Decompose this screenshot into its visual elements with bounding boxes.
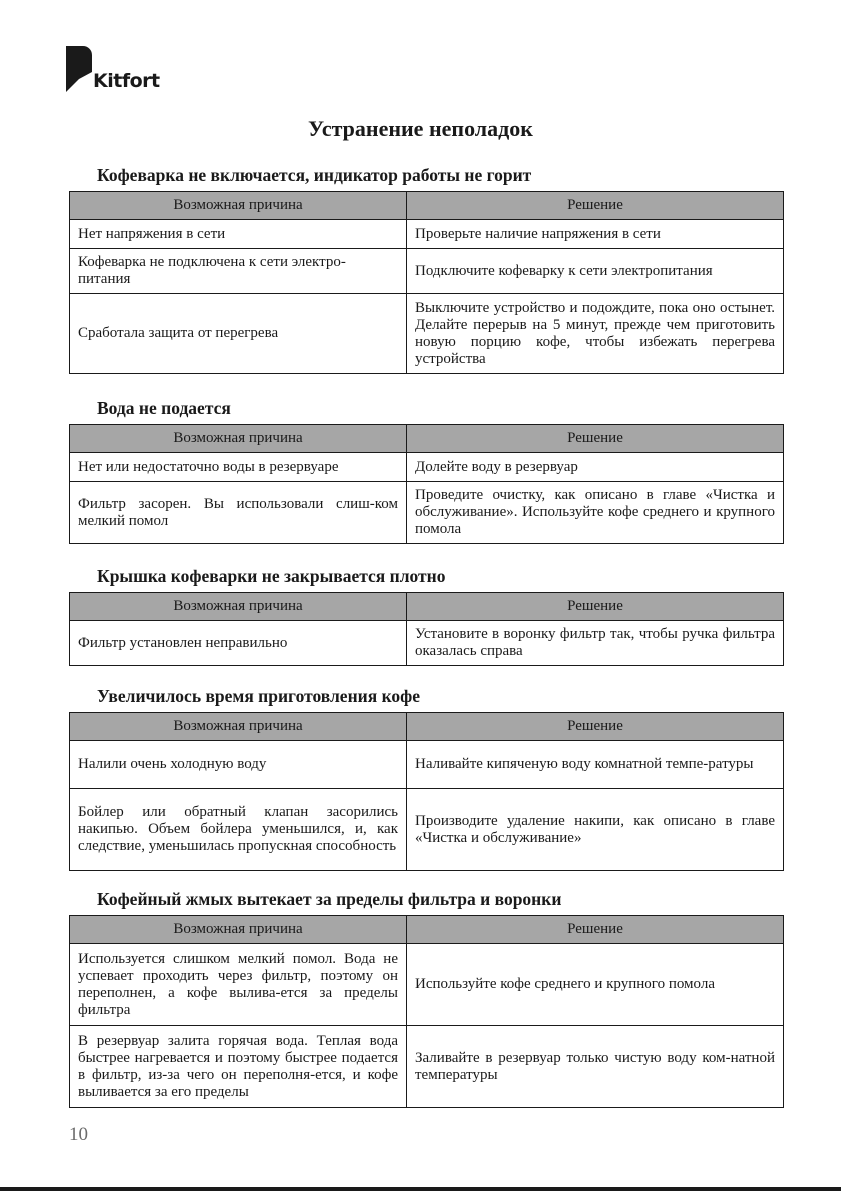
cause-cell: Бойлер или обратный клапан засорились накипью. Объем бойлера уменьшился, и, как следствие, уменьшилась пропускная способность xyxy=(70,789,407,871)
table-row xyxy=(70,482,784,544)
kitfort-logo-icon xyxy=(66,46,92,92)
table-header-row xyxy=(70,192,784,220)
header-solution: Решение xyxy=(407,192,784,220)
section-title: Вода не подается xyxy=(97,398,231,418)
solution-cell: Используйте кофе среднего и крупного помола xyxy=(407,944,784,1026)
header-cause: Возможная причина xyxy=(70,713,407,741)
cause-cell: В резервуар залита горячая вода. Теплая вода быстрее нагревается и поэтому быстрее подается в фильтр, из-за чего он переполня-ется, и кофе выливается за его пределы xyxy=(70,1026,407,1108)
header-solution: Решение xyxy=(407,425,784,453)
solution-cell: Проведите очистку, как описано в главе «Чистка и обслуживание». Используйте кофе среднего и крупного помола xyxy=(407,482,784,544)
table-header-row xyxy=(70,593,784,621)
troubleshooting-table xyxy=(69,592,784,666)
bottom-divider xyxy=(0,1187,841,1191)
troubleshooting-table xyxy=(69,915,784,1108)
table-row xyxy=(70,741,784,789)
cause-cell: Фильтр установлен неправильно xyxy=(70,621,407,666)
section-title: Увеличилось время приготовления кофе xyxy=(97,686,421,706)
table-row xyxy=(70,1026,784,1108)
header-cause: Возможная причина xyxy=(70,192,407,220)
cause-cell: Сработала защита от перегрева xyxy=(70,294,407,374)
solution-cell: Выключите устройство и подождите, пока оно остынет. Делайте перерыв на 5 минут, прежде чем приготовить новую порцию кофе, чтобы избежать перегрева устройства xyxy=(407,294,784,374)
solution-cell: Производите удаление накипи, как описано в главе «Чистка и обслуживание» xyxy=(407,789,784,871)
solution-cell: Подключите кофеварку к сети электропитания xyxy=(407,249,784,294)
header-cause: Возможная причина xyxy=(70,425,407,453)
section-lid-not-closing xyxy=(69,566,783,666)
section-title: Крышка кофеварки не закрывается плотно xyxy=(97,566,446,586)
cause-cell: Налили очень холодную воду xyxy=(70,741,407,789)
brand-logo xyxy=(66,46,160,92)
table-header-row xyxy=(70,916,784,944)
table-row xyxy=(70,249,784,294)
page-title: Устранение неполадок xyxy=(308,116,533,141)
troubleshooting-table xyxy=(69,191,784,374)
table-row xyxy=(70,789,784,871)
cause-cell: Фильтр засорен. Вы использовали слиш-ком мелкий помол xyxy=(70,482,407,544)
cause-cell: Нет или недостаточно воды в резервуаре xyxy=(70,453,407,482)
section-title: Кофеварка не включается, индикатор работы не горит xyxy=(97,165,532,185)
header-solution: Решение xyxy=(407,593,784,621)
header-solution: Решение xyxy=(407,713,784,741)
table-row xyxy=(70,621,784,666)
table-row xyxy=(70,944,784,1026)
table-row xyxy=(70,220,784,249)
header-solution: Решение xyxy=(407,916,784,944)
section-not-turning-on xyxy=(69,165,783,374)
page-number: 10 xyxy=(69,1124,88,1145)
section-no-water xyxy=(69,398,783,544)
cause-cell: Кофеварка не подключена к сети электро-питания xyxy=(70,249,407,294)
solution-cell: Заливайте в резервуар только чистую воду ком-натной температуры xyxy=(407,1026,784,1108)
table-row xyxy=(70,294,784,374)
solution-cell: Долейте воду в резервуар xyxy=(407,453,784,482)
cause-cell: Нет напряжения в сети xyxy=(70,220,407,249)
section-title: Кофейный жмых вытекает за пределы фильтра и воронки xyxy=(97,889,562,909)
solution-cell: Установите в воронку фильтр так, чтобы ручка фильтра оказалась справа xyxy=(407,621,784,666)
section-grounds-overflow xyxy=(69,889,783,1108)
table-header-row xyxy=(70,425,784,453)
table-header-row xyxy=(70,713,784,741)
brand-logo-text: Kitfort xyxy=(93,70,160,92)
solution-cell: Наливайте кипяченую воду комнатной темпе-ратуры xyxy=(407,741,784,789)
section-longer-brewing xyxy=(69,686,783,871)
cause-cell: Используется слишком мелкий помол. Вода не успевает проходить через фильтр, поэтому он переполнен, а кофе вылива-ется за пределы фильтра xyxy=(70,944,407,1026)
solution-cell: Проверьте наличие напряжения в сети xyxy=(407,220,784,249)
troubleshooting-table xyxy=(69,712,784,871)
troubleshooting-table xyxy=(69,424,784,544)
table-row xyxy=(70,453,784,482)
header-cause: Возможная причина xyxy=(70,593,407,621)
header-cause: Возможная причина xyxy=(70,916,407,944)
